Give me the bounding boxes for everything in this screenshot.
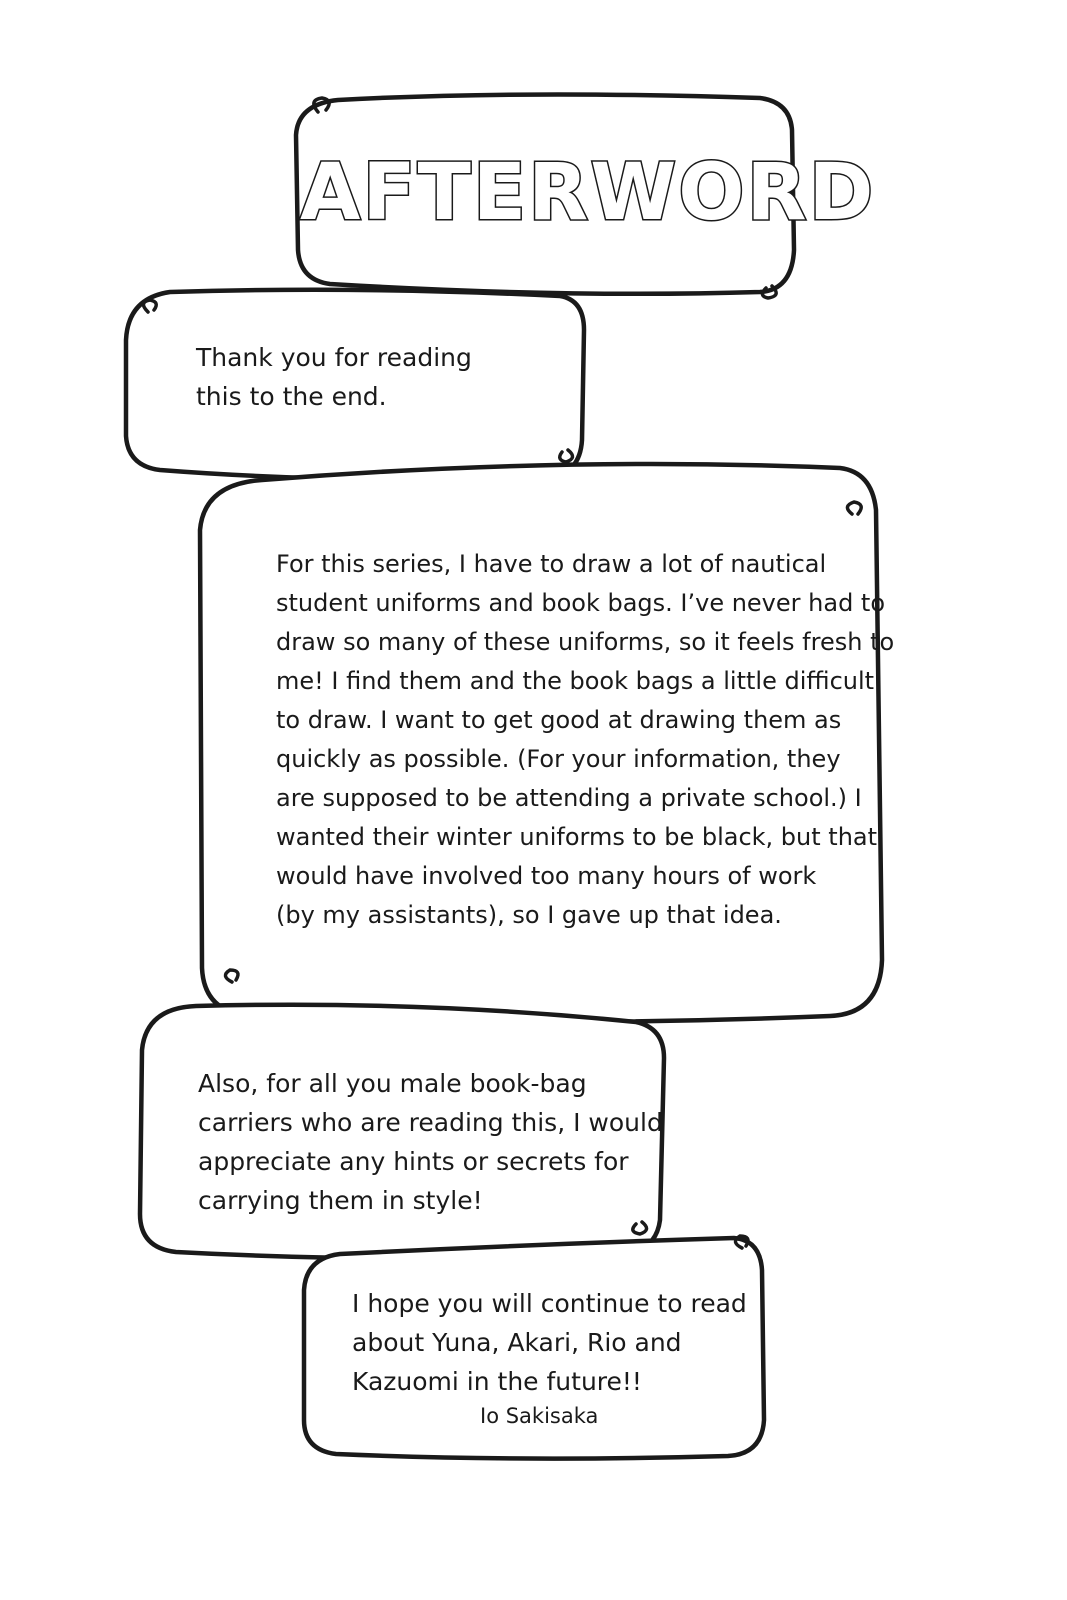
text-line: wanted their winter uniforms to be black, but that — [276, 823, 878, 851]
text-line: carriers who are reading this, I would — [198, 1108, 663, 1137]
page-title: AFTERWORD — [300, 148, 876, 238]
text-line: are supposed to be attending a private school.) I — [276, 784, 862, 812]
panel-4-text — [352, 1284, 747, 1401]
panel-3-text — [198, 1064, 663, 1220]
text-line: about Yuna, Akari, Rio and — [352, 1328, 682, 1357]
text-line: would have involved too many hours of work — [276, 862, 817, 890]
text-line: Also, for all you male book-bag — [198, 1069, 587, 1098]
text-line: quickly as possible. (For your information, they — [276, 745, 841, 773]
author-signature: Io Sakisaka — [480, 1404, 599, 1428]
text-line: (by my assistants), so I gave up that idea. — [276, 901, 782, 929]
text-line: draw so many of these uniforms, so it feels fresh to — [276, 628, 895, 656]
text-line: student uniforms and book bags. I’ve never had to — [276, 589, 886, 617]
text-line: I hope you will continue to read — [352, 1289, 747, 1318]
panel-2-text — [276, 545, 894, 935]
text-line: me! I find them and the book bags a little difficult — [276, 667, 875, 695]
panel-1-text — [196, 338, 472, 416]
text-line: appreciate any hints or secrets for — [198, 1147, 629, 1176]
text-line: this to the end. — [196, 382, 387, 411]
text-line: Kazuomi in the future!! — [352, 1367, 642, 1396]
text-line: to draw. I want to get good at drawing them as — [276, 706, 842, 734]
text-line: carrying them in style! — [198, 1186, 483, 1215]
text-line: Thank you for reading — [196, 343, 472, 372]
text-line: For this series, I have to draw a lot of nautical — [276, 550, 827, 578]
